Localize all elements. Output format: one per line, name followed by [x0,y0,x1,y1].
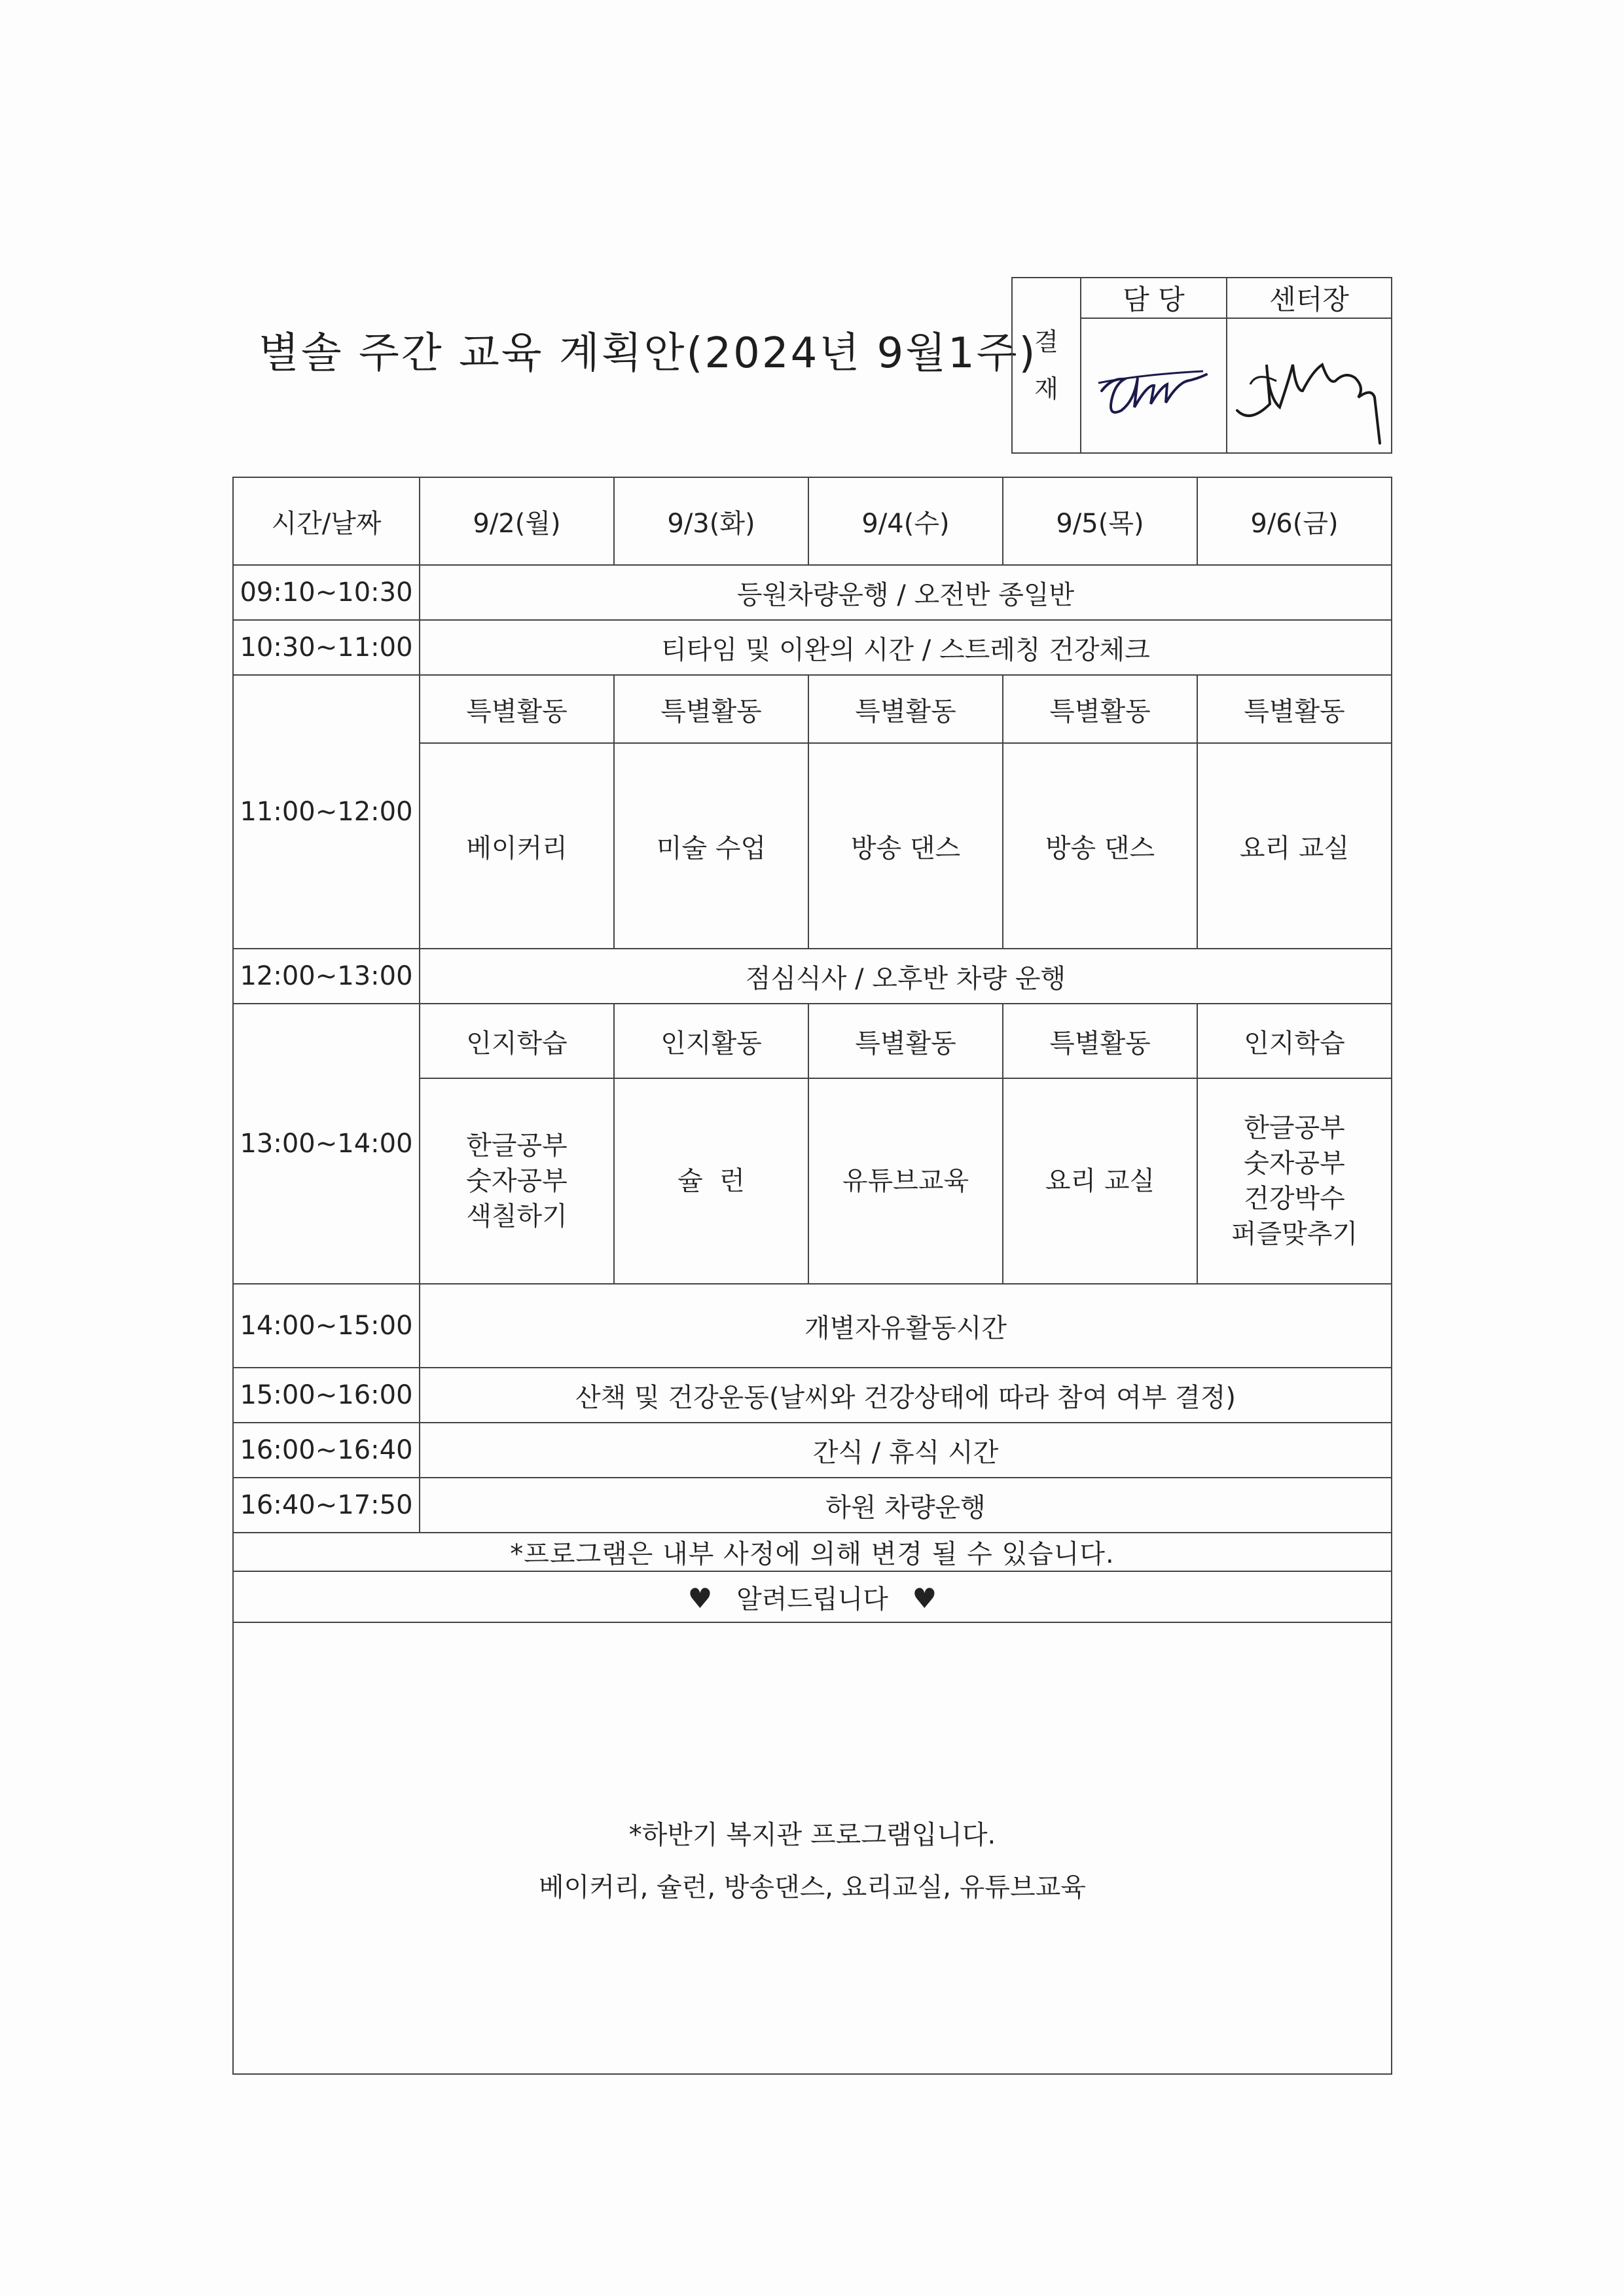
header-day-tue: 9/3(화) [614,477,808,565]
merged-activity: 산책 및 건강운동(날씨와 건강상태에 따라 참여 여부 결정) [420,1368,1392,1423]
announce-body-row [233,1622,1392,2074]
time-cell: 10:30~11:00 [233,620,420,675]
approval-label-1: 결 [1034,327,1058,356]
approval-role-director: 센터장 [1227,278,1392,318]
header-time: 시간/날짜 [233,477,420,565]
category-cell: 특별활동 [808,675,1003,743]
time-cell: 16:00~16:40 [233,1423,420,1478]
header-day-thu: 9/5(목) [1003,477,1197,565]
approval-label [1012,278,1081,453]
approval-label-2: 재 [1034,374,1058,403]
merged-activity: 티타임 및 이완의 시간 / 스트레칭 건강체크 [420,620,1392,675]
table-row [233,620,1392,675]
change-notice: *프로그램은 내부 사정에 의해 변경 될 수 있습니다. [233,1533,1392,1571]
table-row [233,565,1392,620]
announce-body [233,1622,1392,2074]
category-cell: 특별활동 [1003,1004,1197,1078]
signature-director [1227,318,1392,453]
time-cell: 11:00~12:00 [233,675,420,949]
activity-line: 유튜브교육 [842,1166,969,1196]
announce-title: 알려드립니다 [736,1584,888,1614]
activity-cell [614,1078,808,1284]
heart-icon: ♥ [912,1582,937,1614]
schedule-table [232,477,1392,2075]
time-cell: 13:00~14:00 [233,1004,420,1284]
announce-line-2: 베이커리, 슐런, 방송댄스, 요리교실, 유튜브교육 [539,1872,1086,1903]
header-row [233,477,1392,565]
activity-cell: 방송 댄스 [1003,743,1197,949]
signature-manager [1081,318,1227,453]
time-cell: 16:40~17:50 [233,1478,420,1533]
activity-line: 슐 런 [677,1166,745,1196]
activity-cell: 요리 교실 [1197,743,1392,949]
time-cell: 14:00~15:00 [233,1284,420,1368]
approval-role-manager: 담 당 [1081,278,1227,318]
table-row [233,1423,1392,1478]
time-cell: 12:00~13:00 [233,949,420,1004]
activity-line: 한글공부 [466,1131,568,1161]
activity-line: 색칠하기 [466,1201,568,1231]
table-row [233,1004,1392,1078]
approval-box [1011,277,1392,454]
announce-line-1: *하반기 복지관 프로그램입니다. [628,1820,996,1850]
activity-cell: 미술 수업 [614,743,808,949]
activity-line: 퍼즐맞추기 [1231,1219,1358,1249]
notice-row [233,1533,1392,1571]
table-row [233,1368,1392,1423]
page-title: 별솔 주간 교육 계획안(2024년 9월1주) [259,329,1038,378]
activity-line: 한글공부 [1244,1113,1345,1143]
category-cell: 인지활동 [614,1004,808,1078]
merged-activity: 개별자유활동시간 [420,1284,1392,1368]
category-cell: 특별활동 [808,1004,1003,1078]
category-cell: 특별활동 [420,675,614,743]
category-cell: 특별활동 [614,675,808,743]
time-cell: 09:10~10:30 [233,565,420,620]
category-cell: 특별활동 [1197,675,1392,743]
signature-director-image [1231,325,1388,450]
table-row [233,1284,1392,1368]
activity-line: 숫자공부 [466,1166,568,1196]
category-cell: 인지학습 [420,1004,614,1078]
header-day-fri: 9/6(금) [1197,477,1392,565]
activity-line: 숫자공부 [1244,1148,1345,1178]
table-row [233,1478,1392,1533]
activity-cell [808,1078,1003,1284]
time-cell: 15:00~16:00 [233,1368,420,1423]
table-row [233,949,1392,1004]
activity-cell [1003,1078,1197,1284]
announce-heading [233,1571,1392,1622]
activity-cell: 방송 댄스 [808,743,1003,949]
activity-line: 요리 교실 [1045,1166,1155,1196]
signature-manager-image [1089,338,1219,430]
header-day-wed: 9/4(수) [808,477,1003,565]
activity-line: 건강박수 [1244,1184,1345,1214]
announce-row [233,1571,1392,1622]
category-cell: 인지학습 [1197,1004,1392,1078]
merged-activity: 등원차량운행 / 오전반 종일반 [420,565,1392,620]
category-cell: 특별활동 [1003,675,1197,743]
activity-cell: 베이커리 [420,743,614,949]
header-day-mon: 9/2(월) [420,477,614,565]
merged-activity: 하원 차량운행 [420,1478,1392,1533]
activity-cell [420,1078,614,1284]
activity-cell [1197,1078,1392,1284]
heart-icon: ♥ [687,1582,713,1614]
merged-activity: 간식 / 휴식 시간 [420,1423,1392,1478]
table-row [233,675,1392,743]
merged-activity: 점심식사 / 오후반 차량 운행 [420,949,1392,1004]
